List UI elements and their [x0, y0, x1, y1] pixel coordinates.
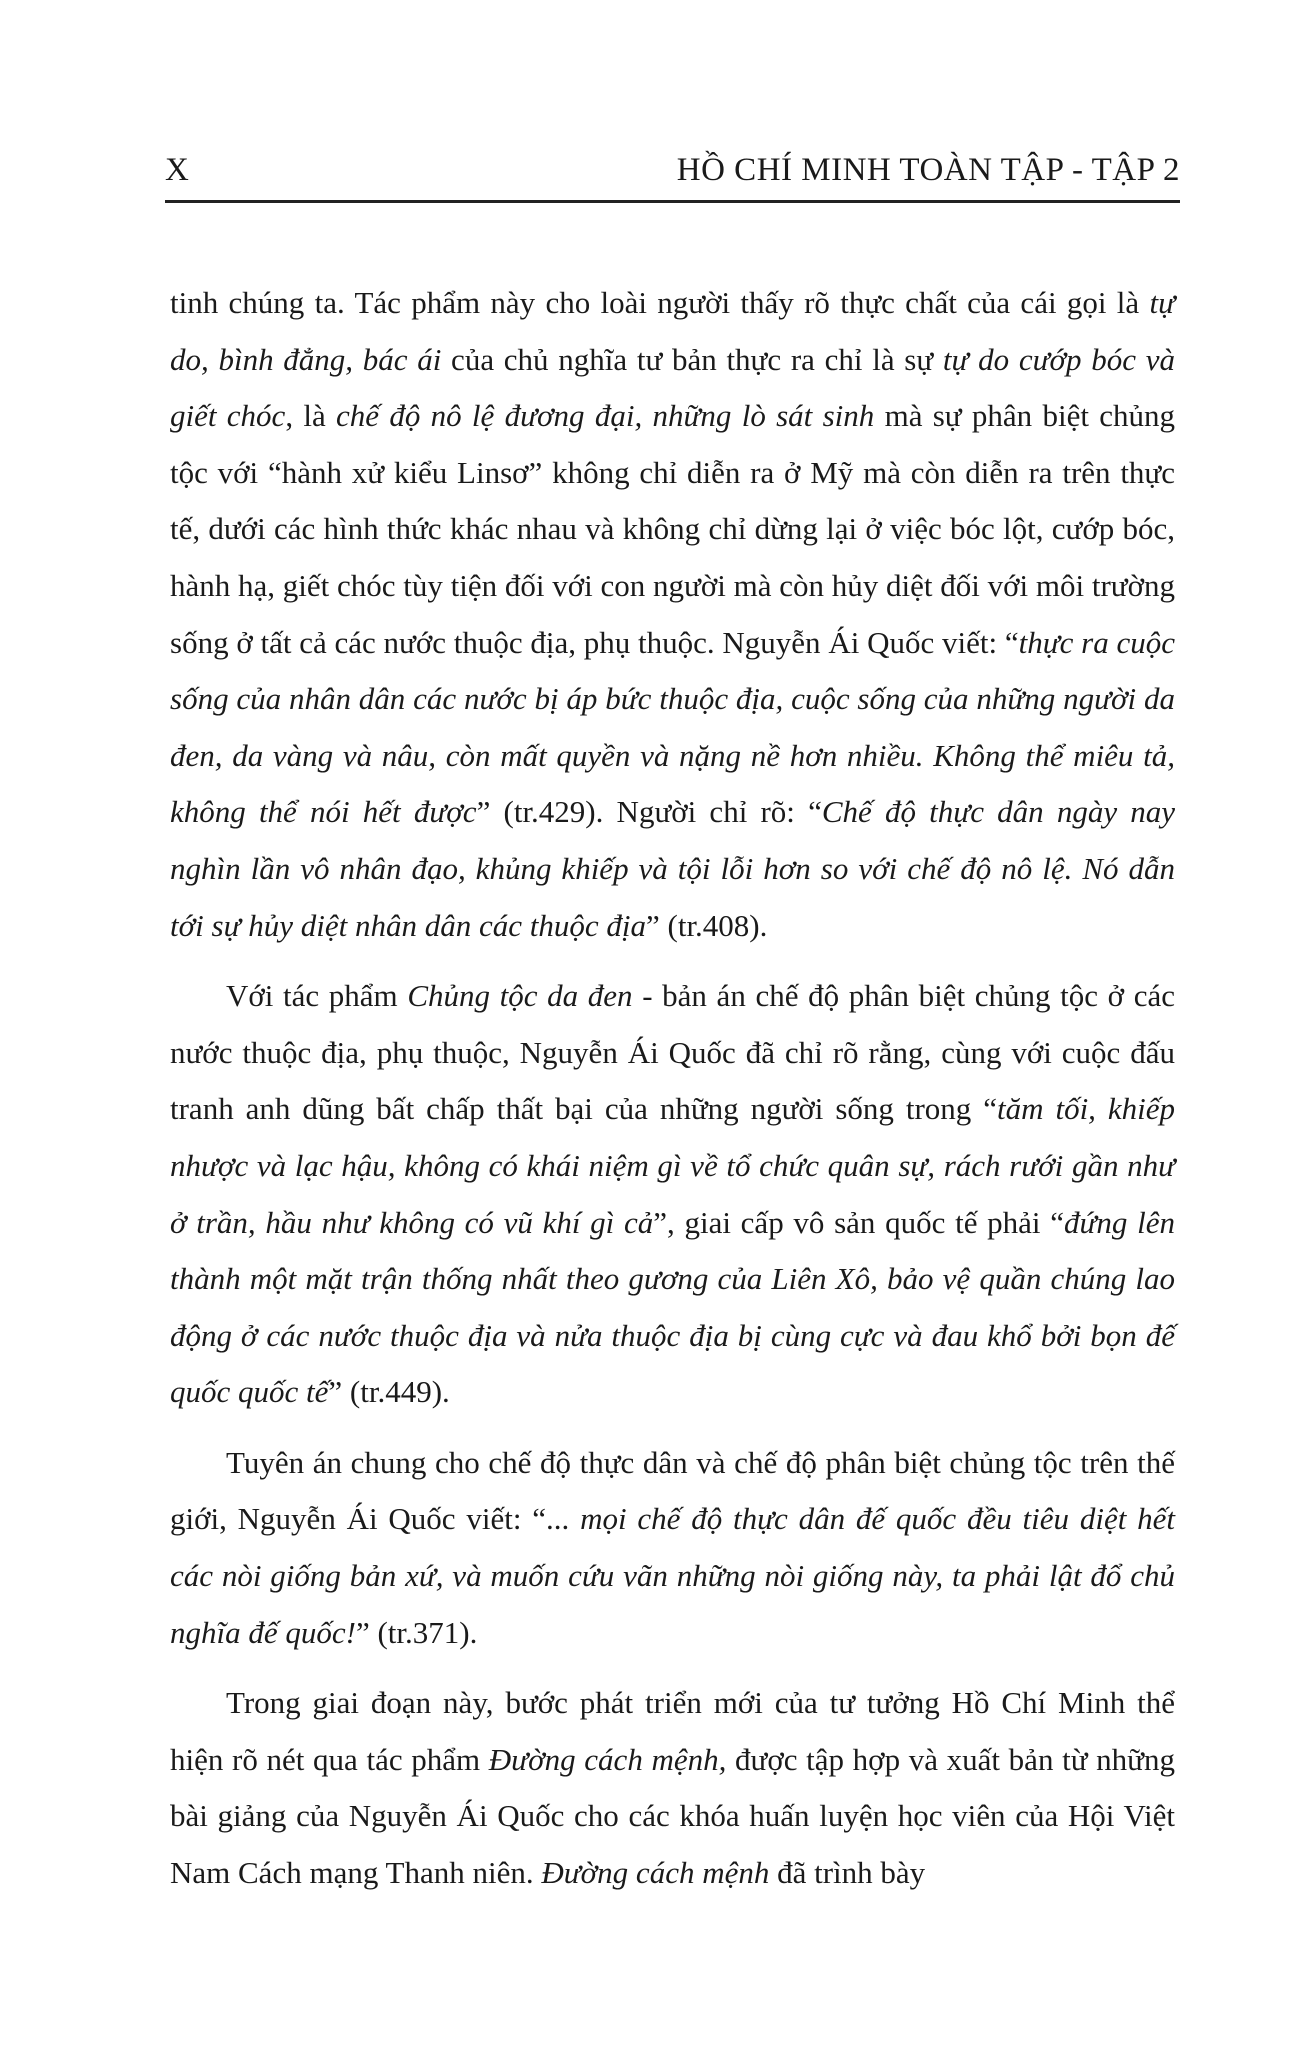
body-text: đã trình bày — [769, 1855, 926, 1891]
body-text: ” (tr.371). — [355, 1614, 478, 1650]
italic-text: Đường cách mệnh, — [488, 1741, 727, 1777]
body-text: tinh chúng ta. Tác phẩm này cho loài người thấy rõ thực chất của cái gọi là — [170, 285, 1150, 320]
page-body — [170, 275, 1175, 1916]
body-text: ” (tr.449). — [328, 1374, 450, 1410]
body-text: được tập hợp và xuất bản từ những bài giảng của Nguyễn Ái Quốc cho các khóa huấn luyện học viên của Hội Việt Nam Cách mạng Thanh niên. — [170, 1741, 1175, 1891]
running-title: HỒ CHÍ MINH TOÀN TẬP - TẬP 2 — [676, 152, 1180, 188]
body-text: , là — [285, 398, 337, 434]
italic-text: đứng lên thành một mặt trận thống nhất theo gương của Liên Xô, bảo vệ quần chúng lao động ở các nước thuộc địa và nửa thuộc địa bị cùng cực và đau khổ bởi bọn đế quốc quốc tế — [170, 1204, 1176, 1410]
body-text: ” (tr.408). — [646, 907, 768, 943]
italic-text: tự do, bình đẳng, bác ái — [170, 285, 1175, 377]
body-text: của chủ nghĩa tư bản thực ra chỉ là sự — [441, 341, 943, 377]
body-text: mà sự phân biệt chủng tộc với “hành xử kiểu Linsơ” không chỉ diễn ra ở Mỹ mà còn diễn ra trên thực tế, dưới các hình thức khác nhau và không chỉ dừng lại ở việc bóc lột, cướp bóc, hành hạ, giết chóc tùy tiện đối với con người mà còn hủy diệt đối với môi trường sống ở tất cả các nước thuộc địa, phụ thuộc. Nguyễn Ái Quốc viết: “ — [170, 398, 1175, 660]
running-header — [165, 152, 1180, 189]
body-text: Trong giai đoạn này, bước phát triển mới của tư tưởng Hồ Chí Minh thể hiện rõ nét qua tác phẩm — [170, 1685, 1175, 1777]
body-text: Tuyên án chung cho chế độ thực dân và chế độ phân biệt chủng tộc trên thế giới, Nguyễn Ái Quốc viết: “... — [170, 1444, 1175, 1537]
italic-text: tự do cướp bóc và giết chóc — [170, 341, 1175, 434]
italic-text: mọi chế độ thực dân đế quốc đều tiêu diệt hết các nòi giống bản xứ, và muốn cứu vãn những nòi giống này, ta phải lật đổ chủ nghĩa đế quốc! — [170, 1501, 1175, 1650]
body-text: - bản án chế độ phân biệt chủng tộc ở các nước thuộc địa, phụ thuộc, Nguyễn Ái Quốc đã chỉ rõ rằng, cùng với cuộc đấu tranh anh dũng bất chấp thất bại của những người sống trong “ — [170, 978, 1175, 1127]
paragraph — [170, 1675, 1175, 1901]
italic-text: Chế độ thực dân ngày nay nghìn lần vô nhân đạo, khủng khiếp và tội lỗi hơn so với chế độ nô lệ. Nó dẫn tới sự hủy diệt nhân dân các thuộc địa — [170, 794, 1176, 943]
italic-text: tăm tối, khiếp nhược và lạc hậu, không có khái niệm gì về tổ chức quân sự, rách rưới gần như ở trần, hầu như không có vũ khí gì cả — [170, 1091, 1176, 1240]
italic-text: Đường cách mệnh — [541, 1855, 770, 1891]
paragraph — [170, 275, 1175, 954]
italic-text: chế độ nô lệ đương đại, những lò sát sinh — [336, 398, 875, 434]
page-number: X — [165, 152, 190, 188]
paragraph — [170, 968, 1175, 1421]
body-text: ” (tr.429). Người chỉ rõ: “ — [476, 794, 822, 830]
header-rule — [165, 200, 1180, 203]
italic-text: Chủng tộc da đen — [407, 978, 633, 1014]
paragraph — [170, 1435, 1175, 1661]
body-text: Với tác phẩm — [226, 978, 408, 1014]
italic-text: thực ra cuộc sống của nhân dân các nước bị áp bức thuộc địa, cuộc sống của những người da đen, da vàng và nâu, còn mất quyền và nặng nề hơn nhiều. Không thể miêu tả, không thể nói hết được — [170, 624, 1175, 830]
body-text: ”, giai cấp vô sản quốc tế phải “ — [653, 1204, 1065, 1240]
